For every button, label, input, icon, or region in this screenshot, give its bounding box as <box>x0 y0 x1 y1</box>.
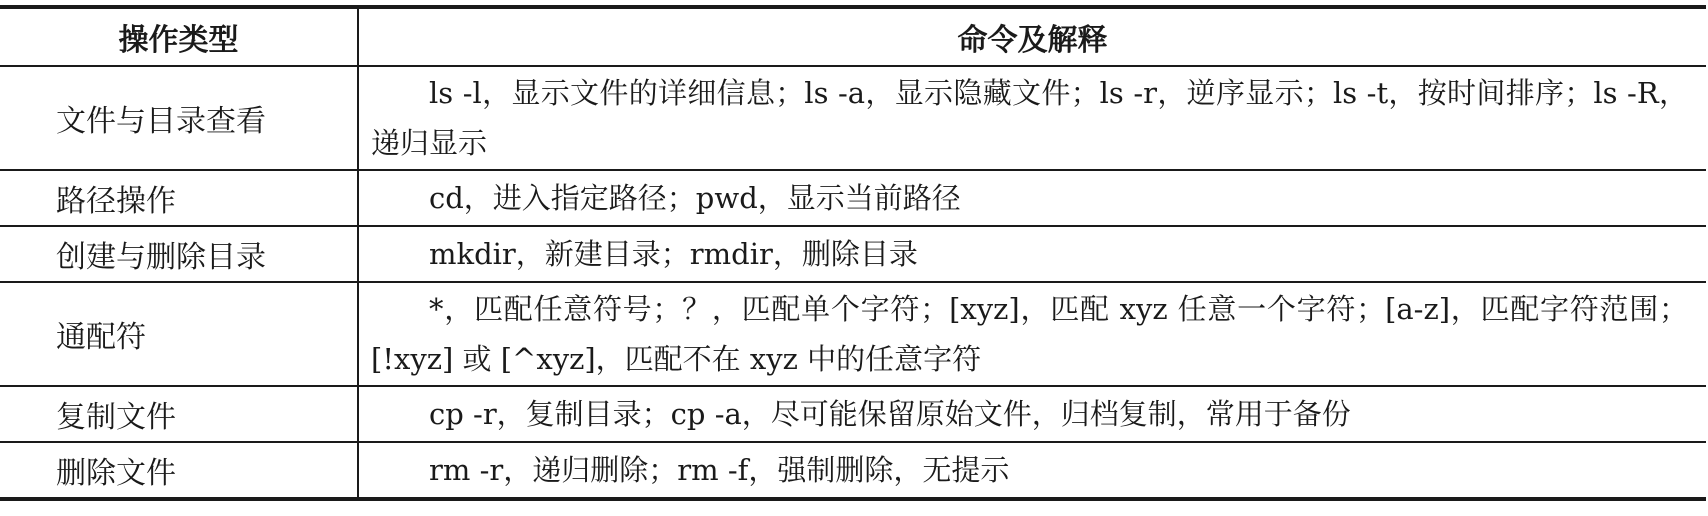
row-command-description: cd，进入指定路径；pwd，显示当前路径 <box>358 170 1706 226</box>
header-operation-type: 操作类型 <box>0 7 358 66</box>
row-command-description: mkdir，新建目录；rmdir，删除目录 <box>358 226 1706 282</box>
row-command-description: cp -r，复制目录；cp -a，尽可能保留原始文件，归档复制，常用于备份 <box>358 386 1706 442</box>
row-operation-type: 路径操作 <box>0 170 358 226</box>
table-row <box>0 170 1706 226</box>
row-operation-type: 文件与目录查看 <box>0 66 358 170</box>
row-operation-type: 创建与删除目录 <box>0 226 358 282</box>
row-command-description: rm -r，递归删除；rm -f，强制删除，无提示 <box>358 442 1706 499</box>
row-command-description: *，匹配任意符号；？，匹配单个字符；[xyz]，匹配 xyz 任意一个字符；[a-z]，匹配字符范围；[!xyz] 或 [^xyz]，匹配不在 xyz 中的任意字符 <box>358 282 1706 386</box>
table-row <box>0 386 1706 442</box>
table-row <box>0 442 1706 499</box>
row-command-description: ls -l，显示文件的详细信息；ls -a，显示隐藏文件；ls -r，逆序显示；ls -t，按时间排序；ls -R，递归显示 <box>358 66 1706 170</box>
header-command-description: 命令及解释 <box>957 23 1108 58</box>
table-row <box>0 226 1706 282</box>
table-row <box>0 66 1706 170</box>
row-operation-type: 删除文件 <box>0 442 358 499</box>
linux-commands-table <box>0 5 1706 501</box>
header-row <box>0 7 1706 66</box>
row-operation-type: 通配符 <box>0 282 358 386</box>
table-header <box>0 7 1706 66</box>
table-row <box>0 282 1706 386</box>
row-operation-type: 复制文件 <box>0 386 358 442</box>
table-body <box>0 66 1706 499</box>
